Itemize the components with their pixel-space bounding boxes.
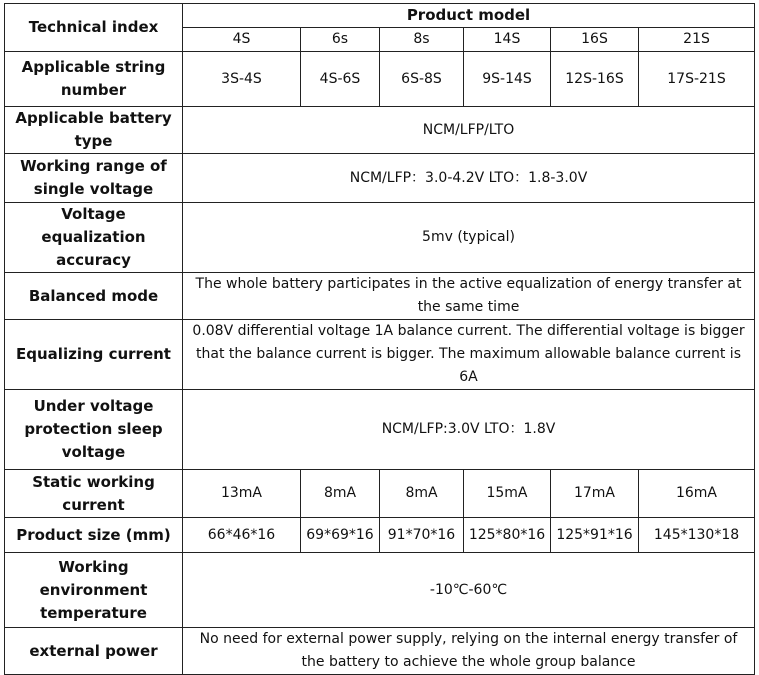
row-label: Product size (mm)	[5, 518, 183, 553]
value-cell: 5mv (typical)	[183, 203, 755, 273]
model-cell: 8s	[380, 28, 464, 52]
table-row-header	[5, 4, 755, 28]
value-cell: 9S-14S	[464, 52, 551, 107]
value-cell: NCM/LFP：3.0-4.2V LTO：1.8-3.0V	[183, 154, 755, 203]
value-cell: 17mA	[551, 470, 639, 518]
value-cell: 16mA	[639, 470, 755, 518]
spec-table	[4, 3, 755, 675]
value-cell: 17S-21S	[639, 52, 755, 107]
model-cell: 6s	[301, 28, 380, 52]
value-cell: 8mA	[380, 470, 464, 518]
value-cell: 66*46*16	[183, 518, 301, 553]
table-row-environment-temp	[5, 553, 755, 628]
row-label: Applicable string number	[5, 52, 183, 107]
value-cell: 8mA	[301, 470, 380, 518]
table-row-equalization-accuracy	[5, 203, 755, 273]
model-cell: 4S	[183, 28, 301, 52]
row-label: Working environment temperature	[5, 553, 183, 628]
value-cell: 13mA	[183, 470, 301, 518]
table-row-balanced-mode	[5, 273, 755, 320]
row-label: Applicable battery type	[5, 107, 183, 154]
row-label: external power	[5, 628, 183, 675]
row-label: Working range of single voltage	[5, 154, 183, 203]
table-row-product-size	[5, 518, 755, 553]
table-row-external-power	[5, 628, 755, 675]
value-cell: 4S-6S	[301, 52, 380, 107]
value-cell: 15mA	[464, 470, 551, 518]
table-row-voltage-range	[5, 154, 755, 203]
value-cell: 91*70*16	[380, 518, 464, 553]
table-row-string-number	[5, 52, 755, 107]
value-cell: 125*80*16	[464, 518, 551, 553]
value-cell: -10℃-60℃	[183, 553, 755, 628]
value-cell: The whole battery participates in the active equalization of energy transfer at the same time	[183, 273, 755, 320]
value-cell: 69*69*16	[301, 518, 380, 553]
row-label: Balanced mode	[5, 273, 183, 320]
value-cell: 0.08V differential voltage 1A balance current. The differential voltage is bigger that the balance current is bigger. The maximum allowable balance current is 6A	[183, 320, 755, 390]
model-cell: 16S	[551, 28, 639, 52]
value-cell: NCM/LFP:3.0V LTO：1.8V	[183, 390, 755, 470]
model-cell: 21S	[639, 28, 755, 52]
table-row-sleep-voltage	[5, 390, 755, 470]
row-label: Under voltage protection sleep voltage	[5, 390, 183, 470]
value-cell: 6S-8S	[380, 52, 464, 107]
value-cell: 145*130*18	[639, 518, 755, 553]
product-model-header: Product model	[183, 4, 755, 28]
table-row-static-current	[5, 470, 755, 518]
value-cell: 12S-16S	[551, 52, 639, 107]
row-label: Equalizing current	[5, 320, 183, 390]
table-row-battery-type	[5, 107, 755, 154]
value-cell: No need for external power supply, relying on the internal energy transfer of the battery to achieve the whole group balance	[183, 628, 755, 675]
technical-index-header: Technical index	[5, 4, 183, 52]
model-cell: 14S	[464, 28, 551, 52]
value-cell: 3S-4S	[183, 52, 301, 107]
value-cell: NCM/LFP/LTO	[183, 107, 755, 154]
value-cell: 125*91*16	[551, 518, 639, 553]
table-row-equalizing-current	[5, 320, 755, 390]
row-label: Static working current	[5, 470, 183, 518]
row-label: Voltage equalization accuracy	[5, 203, 183, 273]
